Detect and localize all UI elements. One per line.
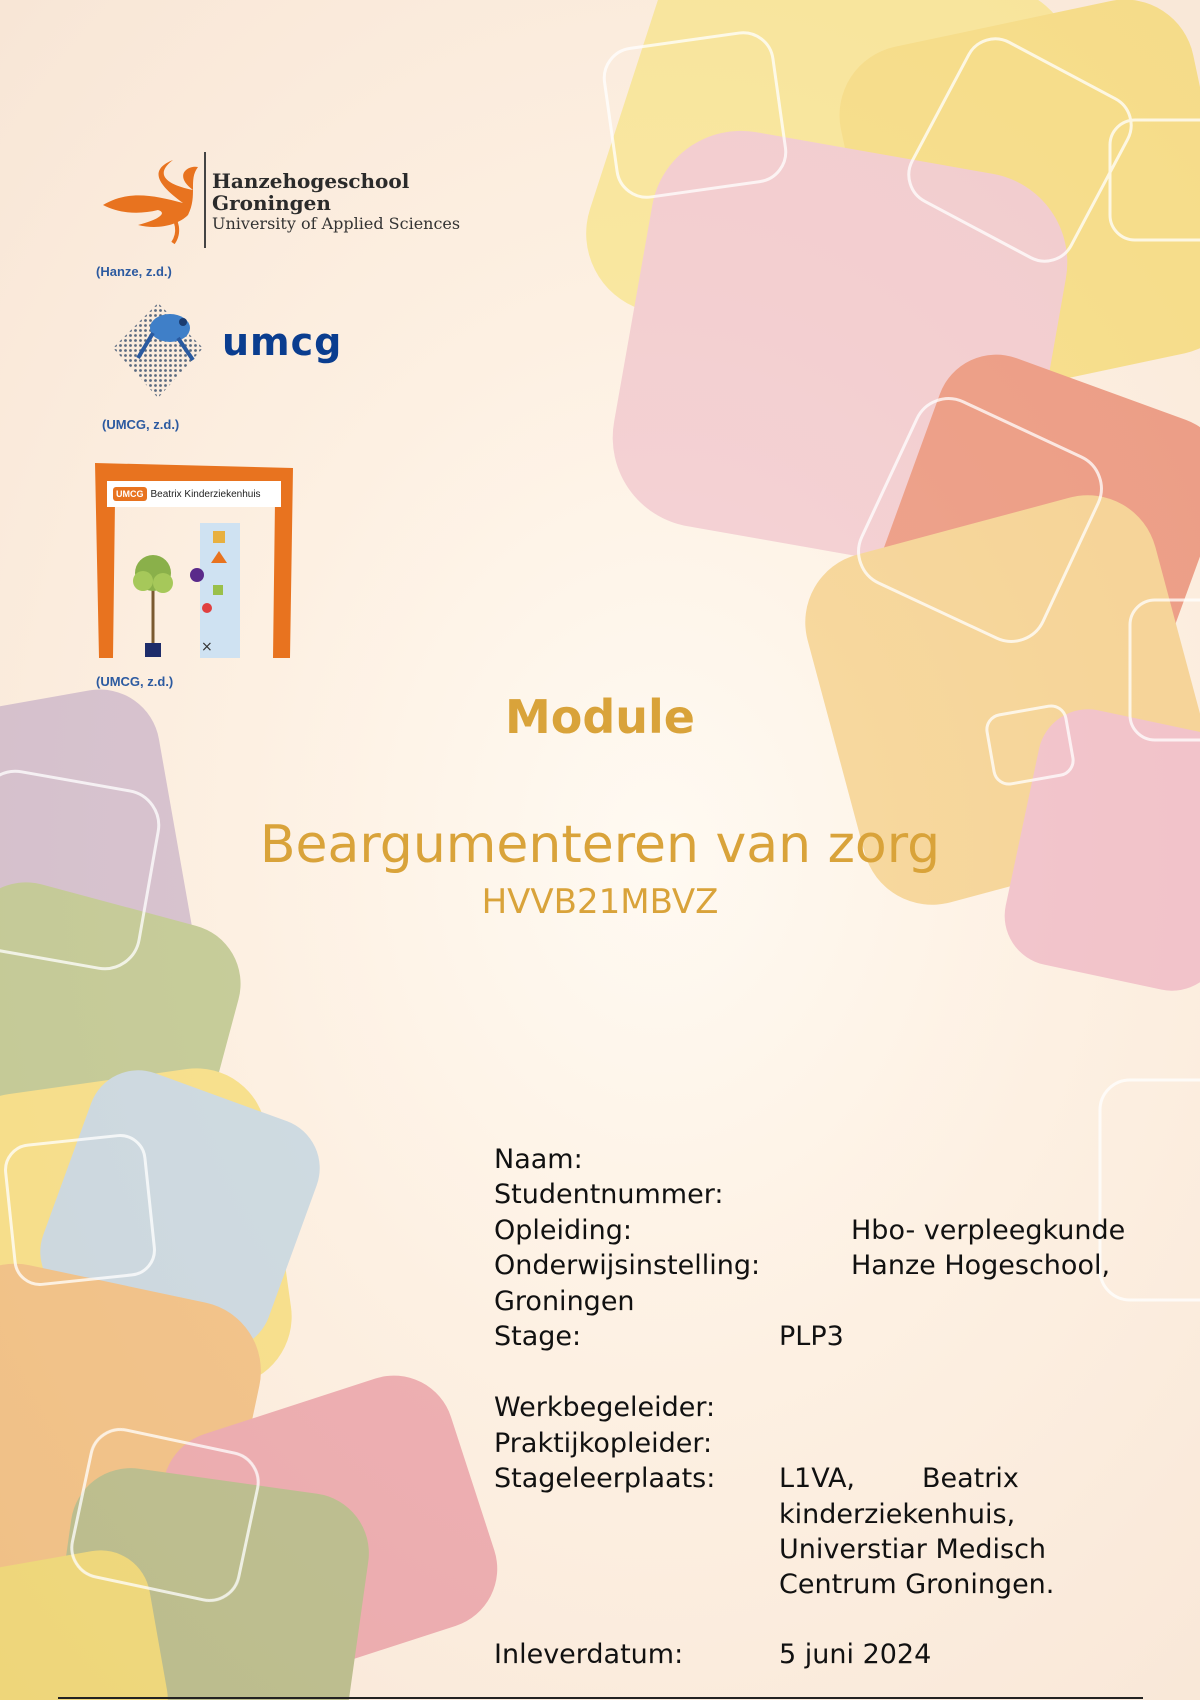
svg-text:×: × — [201, 639, 213, 655]
beatrix-citation: (UMCG, z.d.) — [96, 674, 174, 689]
onderwijsinstelling-label: Onderwijsinstelling: — [494, 1250, 761, 1281]
naam-label: Naam: — [494, 1144, 583, 1175]
hanze-logo-text — [212, 170, 460, 234]
course-code: HVVB21MBVZ — [481, 882, 719, 922]
inleverdatum-label: Inleverdatum: — [494, 1639, 684, 1670]
studentnummer-label: Studentnummer: — [494, 1179, 724, 1210]
stageleerplaats-line2: kinderziekenhuis, — [779, 1499, 1016, 1530]
beatrix-logo-banner — [107, 481, 281, 507]
hanze-logo-line1: Hanzehogeschool — [212, 169, 410, 193]
hanze-logo-line3: University of Applied Sciences — [212, 214, 461, 233]
stageleerplaats-line4: Centrum Groningen. — [779, 1569, 1055, 1600]
hanze-flame-logo — [98, 155, 208, 245]
stageleerplaats-line1b: Beatrix — [922, 1463, 1019, 1494]
onderwijsinstelling-value: Hanze Hogeschool, — [851, 1250, 1111, 1281]
stage-label: Stage: — [494, 1321, 582, 1352]
beatrix-umcg-badge: UMCG — [113, 487, 147, 501]
stageleerplaats-line1a: L1VA, — [779, 1463, 856, 1494]
footer-rule — [58, 1697, 1143, 1699]
hanze-citation: (Hanze, z.d.) — [96, 264, 172, 279]
praktijkopleider-label: Praktijkopleider: — [494, 1428, 713, 1459]
stageleerplaats-line3: Universtiar Medisch — [779, 1534, 1047, 1565]
opleiding-value: Hbo- verpleegkunde — [851, 1215, 1126, 1246]
onderwijsinstelling-value-cont: Groningen — [494, 1286, 635, 1317]
module-heading: Module — [504, 690, 696, 744]
hanze-divider — [204, 152, 206, 248]
umcg-frog-logo — [108, 298, 208, 403]
umcg-wordmark: umcg — [222, 320, 343, 364]
beatrix-logo — [95, 463, 293, 658]
opleiding-label: Opleiding: — [494, 1215, 632, 1246]
stageleerplaats-label: Stageleerplaats: — [494, 1463, 716, 1494]
umcg-citation: (UMCG, z.d.) — [102, 417, 180, 432]
inleverdatum-value: 5 juni 2024 — [779, 1639, 932, 1670]
course-title: Beargumenteren van zorg — [259, 815, 941, 875]
stage-value: PLP3 — [779, 1321, 844, 1352]
beatrix-logo-name: Beatrix Kinderziekenhuis — [150, 488, 261, 500]
hanze-logo-line2: Groningen — [212, 191, 331, 215]
werkbegeleider-label: Werkbegeleider: — [494, 1392, 716, 1423]
